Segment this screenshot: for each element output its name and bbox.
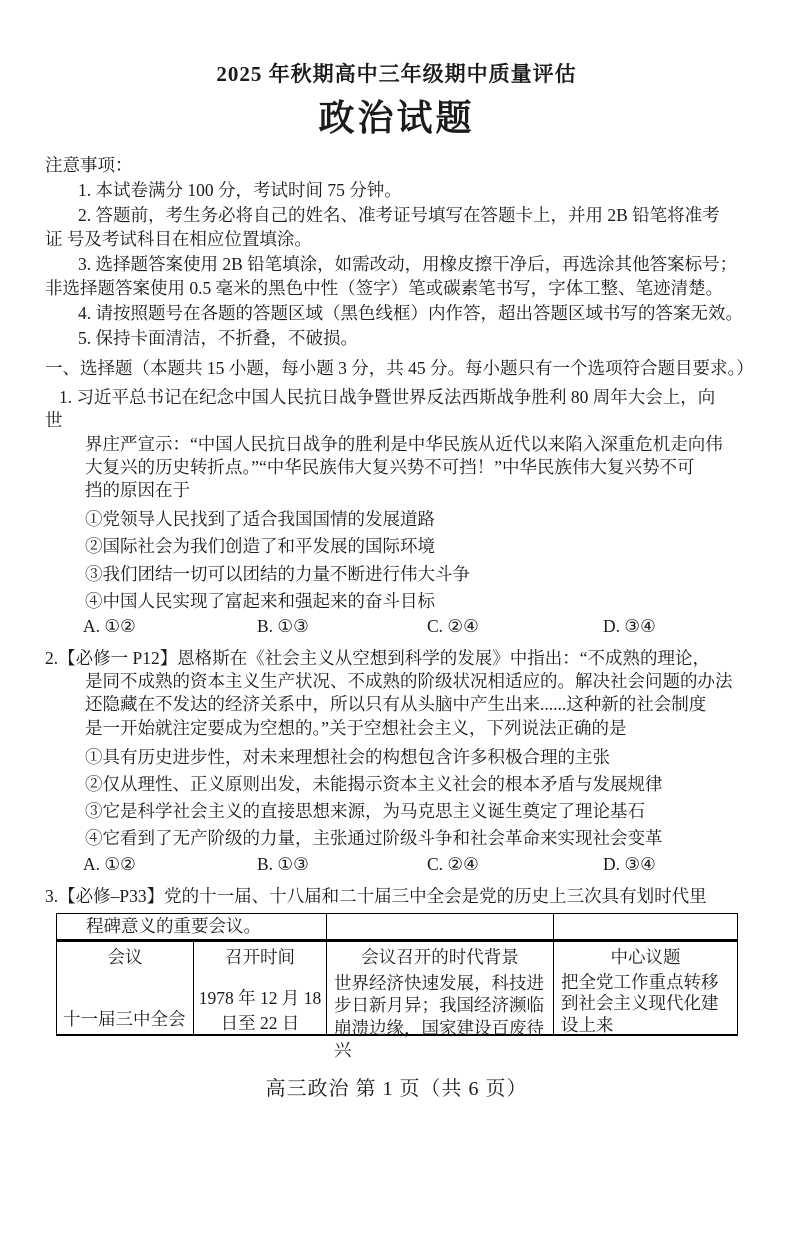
notice-line: 2. 答题前，考生务必将自己的姓名、准考证号填写在答题卡上，并用 2B 铅笔将准考 [78,204,720,225]
notice-line: 1. 本试卷满分 100 分，考试时间 75 分钟。 [78,180,402,200]
answer-option-a: A. ①② [83,615,136,636]
question-2 [45,647,747,881]
answer-option-d: D. ③④ [603,615,656,636]
question-line: 是一开始就注定要成为空想的。”关于空想社会主义，下列说法正确的是 [85,717,627,738]
question-overflow-line: 程碑意义的重要会议。 [86,915,261,936]
question-2-options [45,744,747,853]
answer-option-b: B. ①③ [257,615,309,636]
table-cell-meeting [57,940,194,1035]
subject-title: 政治试题 [318,98,475,138]
question-1 [45,386,747,643]
section-one-heading: 一、选择题（本题共 15 小题，每小题 3 分，共 45 分。每小题只有一个选项符合题目要求。） [45,358,754,379]
answer-option-b: B. ①③ [257,853,309,874]
notice-line: 证 号及考试科目在相应位置填涂。 [45,229,312,250]
meeting-time-line: 日至 22 日 [220,1012,300,1033]
question-line: 大复兴的历史转折点。”“中华民族伟大复兴势不可挡！”中华民族伟大复兴势不可 [85,456,695,477]
question-2-answers [45,854,747,881]
background-line: 步日新月异；我国经济濒临 [334,995,544,1016]
answer-option-a: A. ①② [83,853,136,874]
table-cell [327,913,554,940]
question-1-options [45,506,747,615]
question-line: 世 [45,410,63,431]
answer-option-d: D. ③④ [603,853,656,874]
table-header-topic: 中心议题 [610,946,681,967]
page-footer: 高三政治 第 1 页（共 6 页） [265,1078,528,1100]
topic-line: 把全党工作重点转移 [561,971,719,992]
table-header-time: 召开时间 [225,946,295,967]
table-row [57,913,738,940]
notice-heading: 注意事项： [45,155,133,175]
notice-line: 5. 保持卡面清洁，不折叠，不破损。 [78,327,358,348]
table-cell [554,913,738,940]
table-cell-background [327,940,554,1061]
notice-line: 4. 请按照题号在各题的答题区域（黑色线框）内作答，超出答题区域书写的答案无效。 [78,302,743,323]
table-header-background: 会议召开的时代背景 [361,946,519,967]
question-line: 挡的原因在于 [85,479,190,500]
question-line: 2.【必修一 P12】恩格斯在《社会主义从空想到科学的发展》中指出：“不成熟的理论， [45,647,710,668]
notice-line: 3. 选择题答案使用 2B 铅笔填涂，如需改动，用橡皮擦干净后，再选涂其他答案标号； [78,253,738,274]
option-line: ②仅从理性、正义原则出发，未能揭示资本主义社会的根本矛盾与发展规律 [85,774,663,794]
option-line: ③我们团结一切可以团结的力量不断进行伟大斗争 [85,563,470,584]
option-line: ②国际社会为我们创造了和平发展的国际环境 [85,536,435,557]
question-line: 是同不成熟的资本主义生产状况、不成熟的阶级状况相适应的。解决社会问题的办法 [85,671,733,692]
option-line: ③它是科学社会主义的直接思想来源，为马克思主义诞生奠定了理论基石 [85,801,645,822]
question-3-table [56,913,738,1061]
exam-session-title: 2025 年秋期高中三年级期中质量评估 [216,62,577,86]
option-line: ④中国人民实现了富起来和强起来的奋斗目标 [85,590,435,611]
table-row [57,940,738,1035]
question-line: 还隐藏在不发达的经济关系中，所以只有从头脑中产生出来......这种新的社会制度 [85,694,707,715]
background-line: 崩溃边缘，国家建设百废待 [334,1017,544,1038]
meeting-time-line: 1978 年 12 月 18 [198,987,322,1008]
answer-option-c: C. ②④ [427,853,479,874]
table-cell-topic [554,940,738,1035]
topic-line: 到社会主义现代化建 [561,993,719,1014]
question-1-answers [45,616,747,643]
question-line: 3.【必修–P33】党的十一届、十八届和二十届三中全会是党的历史上三次具有划时代里 [45,885,707,906]
notice-line: 非选择题答案使用 0.5 毫米的黑色中性（签字）笔或碳素笔书写，字体工整、笔迹清楚。 [45,278,724,299]
question-3 [45,885,747,1061]
option-line: ④它看到了无产阶级的力量，主张通过阶级斗争和社会革命来实现社会变革 [85,828,663,849]
page-content [45,152,754,1061]
topic-line: 设上来 [561,1014,614,1035]
table-cell [57,913,327,940]
meeting-topic [554,972,737,1037]
question-line: 1. 习近平总书记在纪念中国人民抗日战争暨世界反法西斯战争胜利 80 周年大会上，向 [59,387,716,408]
background-line: 兴 [334,1040,352,1061]
answer-option-c: C. ②④ [427,615,479,636]
option-line: ①具有历史进步性，对未来理想社会的构想包含许多积极合理的主张 [85,746,610,767]
background-line: 世界经济快速发展，科技进 [334,972,544,993]
option-line: ①党领导人民找到了适合我国国情的发展道路 [85,509,435,530]
table-header-meeting: 会议 [107,946,143,967]
meeting-background [327,972,553,1062]
meeting-name: 十一届三中全会 [63,1008,186,1029]
table-cell-time [194,940,327,1035]
meeting-time [194,986,326,1036]
question-line: 界庄严宣示：“中国人民抗日战争的胜利是中华民族从近代以来陷入深重危机走向伟 [85,433,723,454]
